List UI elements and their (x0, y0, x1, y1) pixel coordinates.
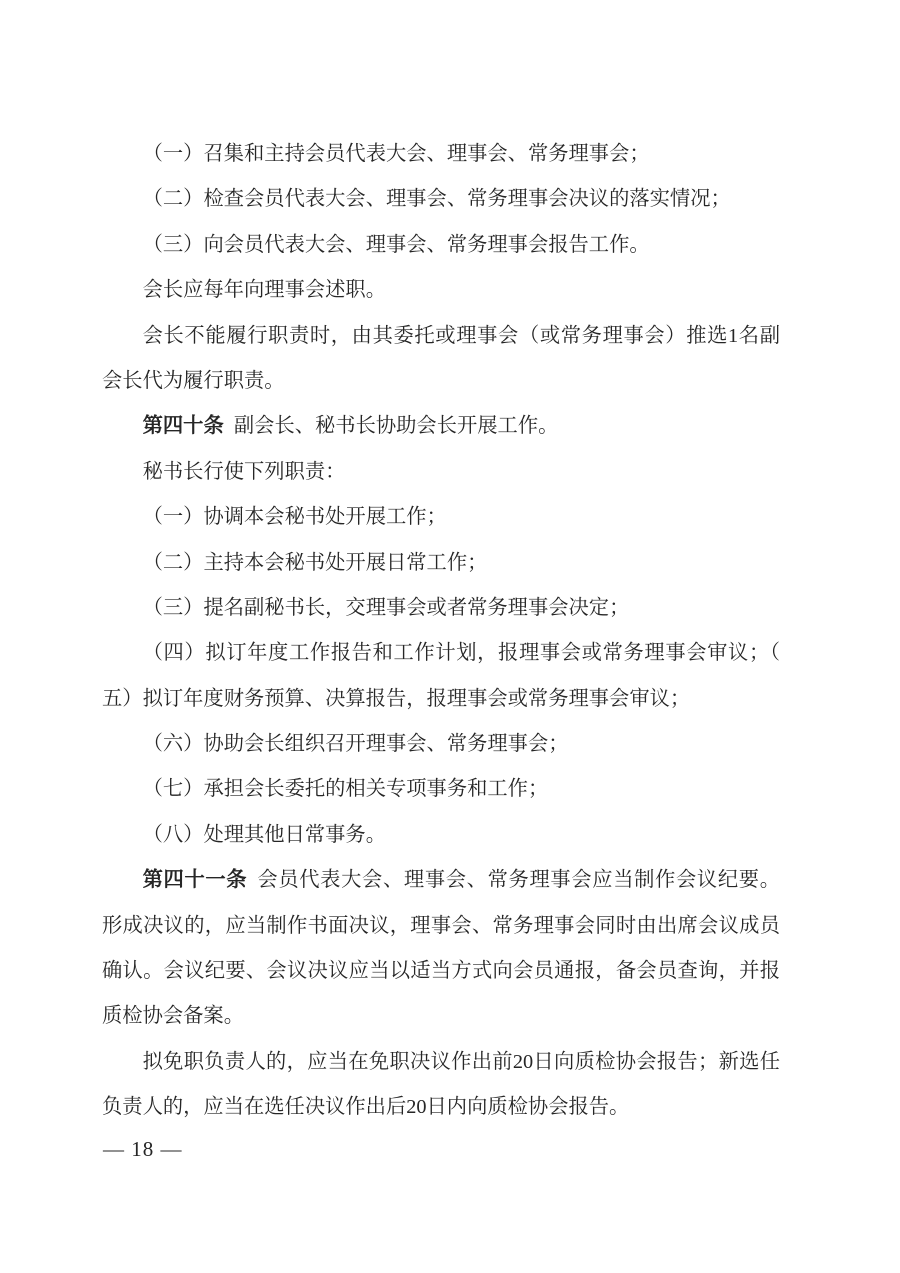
text-line: 会长代为履行职责。 (102, 369, 285, 392)
text-line: 确认。会议纪要、会议决议应当以适当方式向会员通报，备会员查询，并报 (102, 960, 780, 983)
page-number: — 18 — (103, 1137, 183, 1161)
article-number: 第四十一条 (142, 869, 248, 892)
text-line: （七）承担会长委托的相关专项事务和工作； (142, 778, 549, 801)
text-line: （三）向会员代表大会、理事会、常务理事会报告工作。 (142, 233, 650, 256)
text-line: 秘书长行使下列职责： (142, 460, 346, 483)
text-line: 拟免职负责人的，应当在免职决议作出前20日向质检协会报告；新选任 (142, 1050, 780, 1073)
text-line: 会长应每年向理事会述职。 (142, 279, 386, 302)
text-line: 质检协会备案。 (102, 1005, 244, 1028)
text-line: （四）拟订年度工作报告和工作计划，报理事会或常务理事会审议；（ (142, 642, 780, 665)
text-line: （八）处理其他日常事务。 (142, 823, 386, 846)
text-line: （二）检查会员代表大会、理事会、常务理事会决议的落实情况； (142, 188, 731, 211)
text-line: 第四十条 副会长、秘书长协助会长开展工作。 (142, 415, 559, 438)
text-line: 五）拟订年度财务预算、决算报告，报理事会或常务理事会审议； (102, 687, 691, 710)
text-line: （一）召集和主持会员代表大会、理事会、常务理事会； (142, 143, 650, 165)
text-line: 会长不能履行职责时，由其委托或理事会（或常务理事会）推选1名副 (142, 324, 780, 347)
text-line: （一）协调本会秘书处开展工作； (142, 506, 447, 529)
text-line: （三）提名副秘书长，交理事会或者常务理事会决定； (142, 596, 630, 619)
text-line: 负责人的，应当在选任决议作出后20日内向质检协会报告。 (102, 1096, 630, 1119)
text-line: （二）主持本会秘书处开展日常工作； (142, 551, 488, 574)
document-body (102, 132, 780, 1131)
text-line: （六）协助会长组织召开理事会、常务理事会； (142, 733, 569, 756)
text-line: 第四十一条 会员代表大会、理事会、常务理事会应当制作会议纪要。 (142, 869, 780, 892)
article-number: 第四十条 (142, 415, 224, 438)
text-line: 形成决议的，应当制作书面决议，理事会、常务理事会同时由出席会议成员 (102, 914, 780, 937)
page-footer (103, 1134, 183, 1164)
